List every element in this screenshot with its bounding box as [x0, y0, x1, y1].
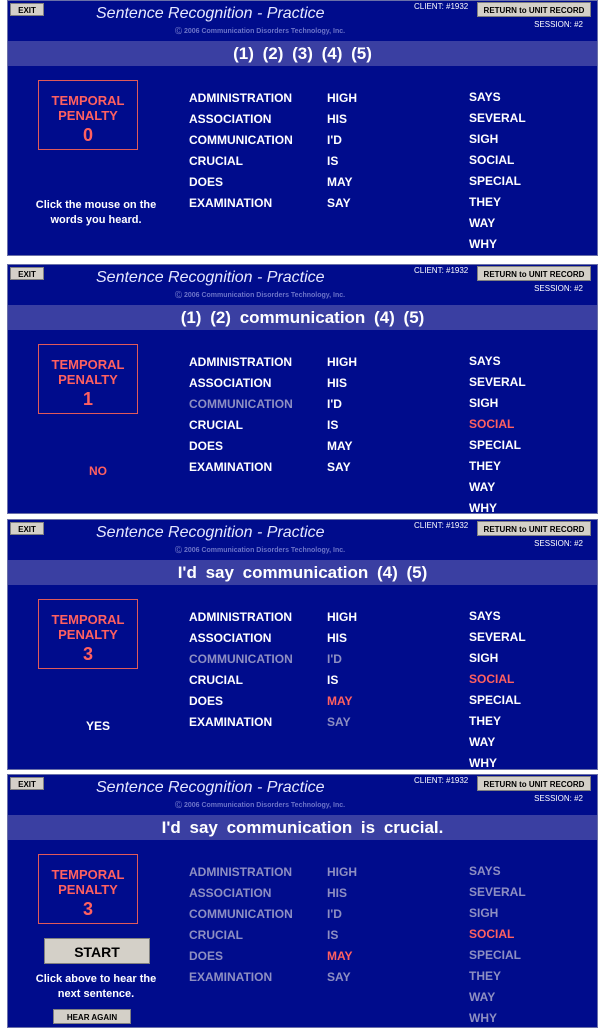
- word-option-several[interactable]: SEVERAL: [469, 111, 526, 125]
- word-option-does[interactable]: DOES: [189, 175, 224, 189]
- start-button[interactable]: START: [44, 938, 150, 964]
- word-option-sigh[interactable]: SIGH: [469, 651, 499, 665]
- session-label: SESSION: #2: [534, 20, 583, 29]
- word-option-administration[interactable]: ADMINISTRATION: [189, 91, 293, 105]
- word-option-communication[interactable]: COMMUNICATION: [189, 397, 293, 411]
- practice-panel-2: [7, 264, 598, 514]
- exit-button[interactable]: EXIT: [10, 267, 44, 280]
- word-option-id[interactable]: I'D: [327, 652, 342, 666]
- word-option-communication[interactable]: COMMUNICATION: [189, 652, 293, 666]
- word-option-social[interactable]: SOCIAL: [469, 927, 515, 941]
- word-option-says[interactable]: SAYS: [469, 864, 501, 878]
- word-option-they[interactable]: THEY: [469, 459, 502, 473]
- window-title: Sentence Recognition - Practice: [96, 269, 325, 286]
- word-option-says[interactable]: SAYS: [469, 354, 501, 368]
- client-label: CLIENT: #1932: [414, 521, 469, 530]
- word-option-say[interactable]: SAY: [327, 970, 351, 984]
- word-option-sigh[interactable]: SIGH: [469, 906, 499, 920]
- word-option-his[interactable]: HIS: [327, 376, 348, 390]
- word-option-way[interactable]: WAY: [469, 216, 496, 230]
- word-option-may[interactable]: MAY: [327, 175, 353, 189]
- penalty-value: 0: [82, 125, 93, 145]
- word-option-special[interactable]: SPECIAL: [469, 438, 522, 452]
- word-option-administration[interactable]: ADMINISTRATION: [189, 865, 293, 879]
- word-option-say[interactable]: SAY: [327, 715, 351, 729]
- word-option-is[interactable]: IS: [327, 154, 339, 168]
- word-option-crucial[interactable]: CRUCIAL: [189, 673, 243, 687]
- word-option-says[interactable]: SAYS: [469, 609, 501, 623]
- temporal-penalty-box: [38, 344, 138, 414]
- word-option-id[interactable]: I'D: [327, 907, 342, 921]
- word-option-say[interactable]: SAY: [327, 460, 351, 474]
- word-option-communication[interactable]: COMMUNICATION: [189, 133, 293, 147]
- word-option-social[interactable]: SOCIAL: [469, 417, 515, 431]
- sentence-bar: I'd say communication (4) (5): [8, 560, 597, 585]
- word-option-several[interactable]: SEVERAL: [469, 375, 526, 389]
- penalty-value: 3: [82, 644, 93, 664]
- penalty-label: TEMPORAL PENALTY: [51, 867, 125, 897]
- session-label: SESSION: #2: [534, 284, 583, 293]
- word-option-examination[interactable]: EXAMINATION: [189, 460, 273, 474]
- word-option-high[interactable]: HIGH: [327, 91, 357, 105]
- word-option-may[interactable]: MAY: [327, 949, 353, 963]
- session-label: SESSION: #2: [534, 794, 583, 803]
- word-option-association[interactable]: ASSOCIATION: [189, 631, 272, 645]
- word-option-examination[interactable]: EXAMINATION: [189, 715, 273, 729]
- word-option-sigh[interactable]: SIGH: [469, 396, 499, 410]
- word-option-may[interactable]: MAY: [327, 694, 353, 708]
- word-option-examination[interactable]: EXAMINATION: [189, 970, 273, 984]
- word-option-way[interactable]: WAY: [469, 480, 496, 494]
- penalty-label: TEMPORAL PENALTY: [51, 93, 125, 123]
- word-option-id[interactable]: I'D: [327, 397, 342, 411]
- practice-panel-4: [7, 774, 598, 1028]
- return-to-unit-record-button[interactable]: RETURN to UNIT RECORD: [477, 2, 591, 17]
- word-option-high[interactable]: HIGH: [327, 865, 357, 879]
- hear-again-button[interactable]: HEAR AGAIN: [53, 1009, 131, 1024]
- return-to-unit-record-button[interactable]: RETURN to UNIT RECORD: [477, 266, 591, 281]
- word-option-social[interactable]: SOCIAL: [469, 672, 515, 686]
- word-option-way[interactable]: WAY: [469, 735, 496, 749]
- word-option-crucial[interactable]: CRUCIAL: [189, 418, 243, 432]
- practice-panel-3: [7, 519, 598, 770]
- word-option-special[interactable]: SPECIAL: [469, 174, 522, 188]
- return-to-unit-record-button[interactable]: RETURN to UNIT RECORD: [477, 521, 591, 536]
- word-option-high[interactable]: HIGH: [327, 610, 357, 624]
- window-title: Sentence Recognition - Practice: [96, 524, 325, 541]
- word-option-they[interactable]: THEY: [469, 969, 502, 983]
- word-option-high[interactable]: HIGH: [327, 355, 357, 369]
- word-option-why[interactable]: WHY: [469, 237, 497, 251]
- temporal-penalty-box: [38, 80, 138, 150]
- word-option-crucial[interactable]: CRUCIAL: [189, 928, 243, 942]
- word-option-is[interactable]: IS: [327, 418, 339, 432]
- word-option-association[interactable]: ASSOCIATION: [189, 886, 272, 900]
- word-option-why[interactable]: WHY: [469, 1011, 497, 1025]
- client-label: CLIENT: #1932: [414, 776, 469, 785]
- word-option-way[interactable]: WAY: [469, 990, 496, 1004]
- word-option-crucial[interactable]: CRUCIAL: [189, 154, 243, 168]
- copyright-text: Ⓒ 2006 Communication Disorders Technology, Inc.: [175, 292, 346, 299]
- word-option-does[interactable]: DOES: [189, 694, 224, 708]
- window-title: Sentence Recognition - Practice: [96, 779, 325, 796]
- window-title: Sentence Recognition - Practice: [96, 5, 325, 22]
- copyright-text: Ⓒ 2006 Communication Disorders Technology, Inc.: [175, 28, 346, 35]
- word-option-association[interactable]: ASSOCIATION: [189, 376, 272, 390]
- word-option-says[interactable]: SAYS: [469, 90, 501, 104]
- copyright-text: Ⓒ 2006 Communication Disorders Technology, Inc.: [175, 547, 346, 554]
- penalty-label: TEMPORAL PENALTY: [51, 357, 125, 387]
- penalty-label: TEMPORAL PENALTY: [51, 612, 125, 642]
- word-option-his[interactable]: HIS: [327, 886, 348, 900]
- sentence-bar: (1) (2) communication (4) (5): [8, 305, 597, 330]
- word-option-is[interactable]: IS: [327, 673, 339, 687]
- word-option-administration[interactable]: ADMINISTRATION: [189, 610, 293, 624]
- word-option-his[interactable]: HIS: [327, 631, 348, 645]
- sentence-bar: (1) (2) (3) (4) (5): [8, 41, 597, 66]
- word-option-sigh[interactable]: SIGH: [469, 132, 499, 146]
- instruction-text: Click above to hear the next sentence.: [35, 973, 157, 1000]
- exit-button[interactable]: EXIT: [10, 522, 44, 535]
- instruction-text: Click the mouse on the words you heard.: [35, 199, 157, 226]
- word-option-is[interactable]: IS: [327, 928, 339, 942]
- temporal-penalty-box: [38, 599, 138, 669]
- session-label: SESSION: #2: [534, 539, 583, 548]
- word-option-they[interactable]: THEY: [469, 195, 502, 209]
- penalty-value: 1: [82, 389, 93, 409]
- exit-button[interactable]: EXIT: [10, 777, 44, 790]
- word-option-they[interactable]: THEY: [469, 714, 502, 728]
- word-option-special[interactable]: SPECIAL: [469, 693, 522, 707]
- word-option-association[interactable]: ASSOCIATION: [189, 112, 272, 126]
- feedback-yes: YES: [85, 719, 110, 733]
- word-option-administration[interactable]: ADMINISTRATION: [189, 355, 293, 369]
- temporal-penalty-box: [38, 854, 138, 924]
- word-option-may[interactable]: MAY: [327, 439, 353, 453]
- copyright-text: Ⓒ 2006 Communication Disorders Technology, Inc.: [175, 802, 346, 809]
- word-option-several[interactable]: SEVERAL: [469, 630, 526, 644]
- word-option-id[interactable]: I'D: [327, 133, 342, 147]
- word-option-social[interactable]: SOCIAL: [469, 153, 515, 167]
- client-label: CLIENT: #1932: [414, 266, 469, 275]
- word-option-his[interactable]: HIS: [327, 112, 348, 126]
- word-option-communication[interactable]: COMMUNICATION: [189, 907, 293, 921]
- word-option-why[interactable]: WHY: [469, 501, 497, 514]
- word-option-say[interactable]: SAY: [327, 196, 351, 210]
- word-option-does[interactable]: DOES: [189, 439, 224, 453]
- word-option-examination[interactable]: EXAMINATION: [189, 196, 273, 210]
- client-label: CLIENT: #1932: [414, 2, 469, 11]
- word-option-why[interactable]: WHY: [469, 756, 497, 770]
- feedback-no: NO: [89, 464, 107, 478]
- exit-button[interactable]: EXIT: [10, 3, 44, 16]
- word-option-does[interactable]: DOES: [189, 949, 224, 963]
- word-option-several[interactable]: SEVERAL: [469, 885, 526, 899]
- word-option-special[interactable]: SPECIAL: [469, 948, 522, 962]
- practice-panel-1: [7, 0, 598, 256]
- return-to-unit-record-button[interactable]: RETURN to UNIT RECORD: [477, 776, 591, 791]
- sentence-bar: I'd say communication is crucial.: [8, 815, 597, 840]
- penalty-value: 3: [82, 899, 93, 919]
